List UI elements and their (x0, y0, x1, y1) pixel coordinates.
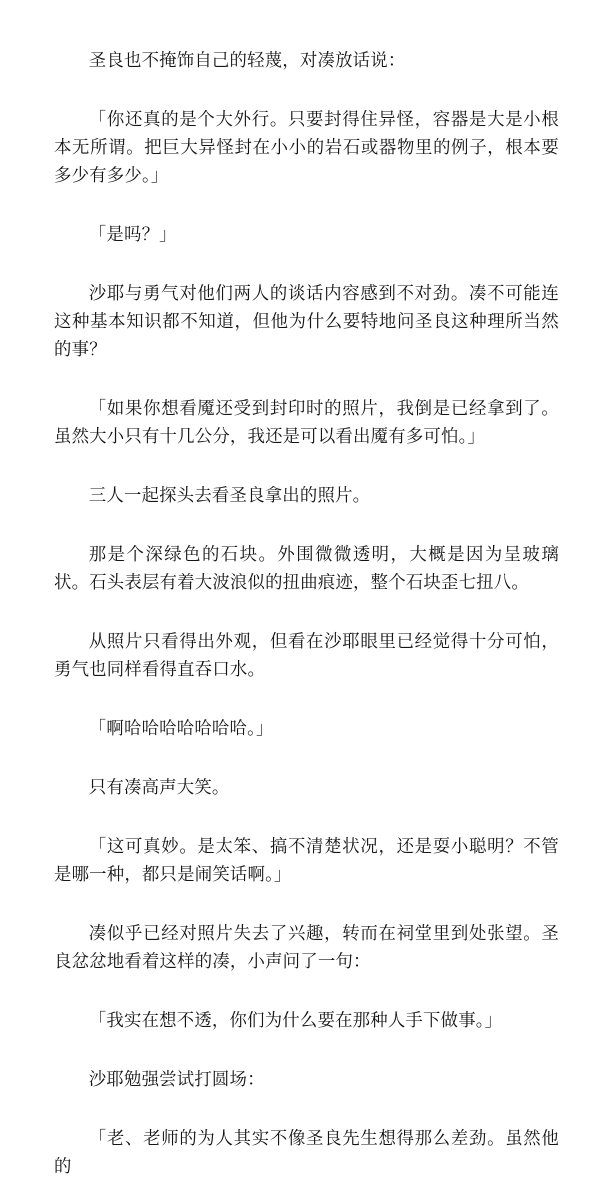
paragraph: 「啊哈哈哈哈哈哈哈。」 (88, 719, 274, 739)
paragraph: 圣良也不掩饰自己的轻蔑，对凑放话说： (88, 51, 406, 71)
paragraph: 「你还真的是个大外行。只要封得住异怪，容器是大是小根本无所谓。把巨大异怪封在小小的岩石或器物里的例子，根本要多少有多少。」 (54, 110, 559, 186)
paragraph: 从照片只看得出外观，但看在沙耶眼里已经觉得十分可怕，勇气也同样看得直吞口水。 (54, 632, 559, 680)
paragraph: 沙耶与勇气对他们两人的谈话内容感到不对劲。凑不可能连这种基本知识都不知道，但他为什么要特地问圣良这种理所当然的事？ (54, 284, 559, 360)
paragraph: 「我实在想不透，你们为什么要在那种人手下做事。」 (88, 1011, 503, 1031)
paragraph: 「老、老师的为人其实不像圣良先生想得那么差劲。虽然他的 (54, 1129, 559, 1177)
paragraph: 三人一起探头去看圣良拿出的照片。 (88, 486, 371, 506)
paragraph: 那是个深绿色的石块。外围微微透明，大概是因为呈玻璃状。石头表层有着大波浪似的扭曲痕迹，整个石块歪七扭八。 (54, 545, 559, 593)
paragraph: 「这可真妙。是太笨、搞不清楚状况，还是耍小聪明？不管是哪一种，都只是闹笑话啊。」 (54, 837, 559, 885)
body-text (54, 47, 559, 1181)
paragraph: 只有凑高声大笑。 (88, 778, 230, 798)
paragraph: 凑似乎已经对照片失去了兴趣，转而在祠堂里到处张望。圣良忿忿地看着这样的凑，小声问了一句： (54, 924, 559, 972)
paragraph: 沙耶勉强尝试打圆场： (88, 1070, 265, 1090)
paragraph: 「如果你想看魇还受到封印时的照片，我倒是已经拿到了。虽然大小只有十几公分，我还是可以看出魇有多可怕。」 (54, 399, 559, 447)
paragraph: 「是吗？」 (88, 225, 177, 245)
